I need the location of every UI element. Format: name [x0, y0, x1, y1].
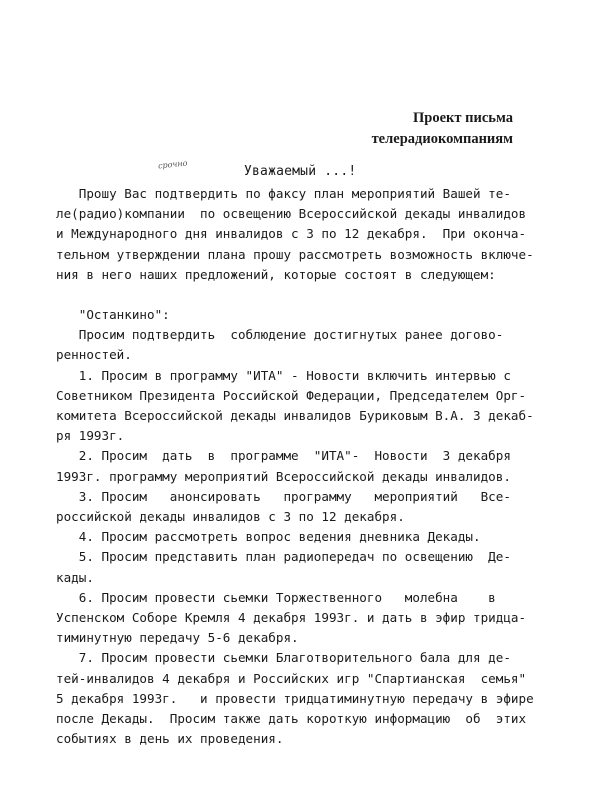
list-item — [56, 547, 540, 587]
item-line: Просим подтвердить соблюдение достигнутых ранее догово- — [56, 327, 504, 343]
item-line: ря 1993г. — [56, 428, 125, 444]
section-title-text: "Останкино": — [56, 307, 170, 323]
handwritten-note: срочно — [157, 158, 188, 171]
item-line: 7. Просим провести сьемки Благотворительного бала для де- — [56, 650, 511, 666]
item-line: тей-инвалидов 4 декабря и Российских игр "Спартианская семья" — [56, 670, 527, 686]
item-line: кады. — [56, 569, 94, 585]
list-item — [56, 325, 540, 365]
item-line: 5. Просим представить план радиопередач по освещению Де- — [56, 549, 511, 565]
list-item — [56, 446, 540, 486]
header-title-line-2: телерадиокомпаниям — [371, 131, 513, 147]
list-item — [56, 527, 540, 547]
intro-line: тельном утверждении плана прошу рассмотреть возможность включе- — [56, 246, 534, 262]
item-line: 4. Просим рассмотреть вопрос ведения дневника Декады. — [56, 529, 481, 545]
intro-line: ния в него наших предложений, которые состоят в следующем: — [56, 266, 496, 282]
item-line: 1. Просим в программу "ИТА" - Новости включить интервью с — [56, 367, 511, 383]
intro-line: Прошу Вас подтвердить по факсу план мероприятий Вашей те- — [56, 186, 511, 201]
list-item — [56, 366, 540, 447]
list-item — [56, 487, 540, 527]
item-line: 3. Просим анонсировать программу мероприятий Все- — [56, 488, 511, 504]
item-line: Успенском Соборе Кремля 4 декабря 1993г. и дать в эфир тридца- — [56, 610, 527, 626]
greeting: Уважаемый ...! — [244, 164, 357, 179]
item-line: комитета Всероссийской декады инвалидов Буриковым В.А. 3 декаб- — [56, 408, 534, 424]
spacer — [56, 285, 540, 295]
intro-paragraph — [56, 184, 540, 285]
item-line: 6. Просим провести сьемки Торжественного молебна в — [56, 589, 496, 605]
item-line: 1993г. программу мероприятий Всероссийской декады инвалидов. — [56, 468, 511, 484]
item-line: Советником Президента Российской Федерации, Председателем Орг- — [56, 387, 527, 403]
letter-header — [372, 108, 513, 150]
item-line: ренностей. — [56, 347, 132, 363]
header-title-line-1: Проект письма — [413, 110, 513, 126]
item-line: после Декады. Просим также дать короткую информацию об этих — [56, 711, 527, 727]
intro-line: и Международного дня инвалидов с 3 по 12 декабря. При оконча- — [56, 226, 527, 242]
list-item — [56, 588, 540, 649]
list-item — [56, 648, 540, 749]
item-line: 5 декабря 1993г. и провести тридцатиминутную передачу в эфире — [56, 690, 534, 706]
item-line: российской декады инвалидов с 3 по 12 декабря. — [56, 509, 405, 525]
item-line: событиях в день их проведения. — [56, 731, 284, 747]
letter-body — [56, 184, 540, 749]
item-line: тиминутную передачу 5-6 декабря. — [56, 630, 299, 646]
intro-line: ле(радио)компании по освещению Всероссийской декады инвалидов — [56, 206, 527, 222]
section-title — [56, 305, 540, 325]
spacer — [56, 295, 540, 305]
item-line: 2. Просим дать в программе "ИТА"- Новости 3 декабря — [56, 448, 511, 464]
